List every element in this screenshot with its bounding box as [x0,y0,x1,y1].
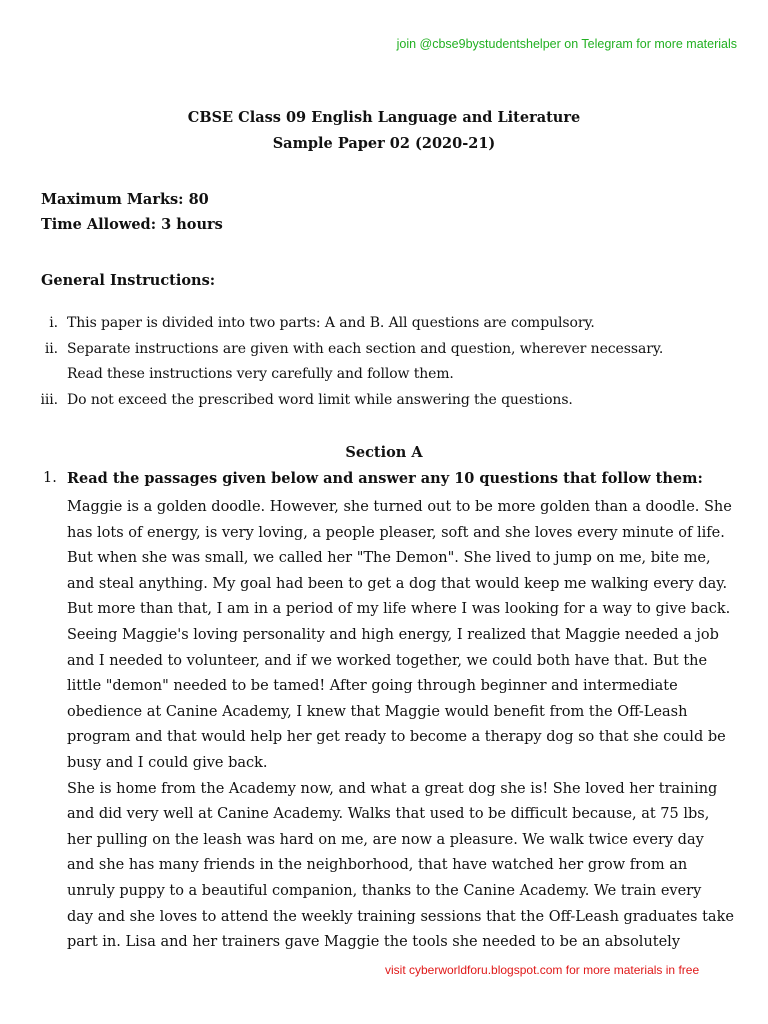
passage-line: and she has many friends in the neighborhood, that have watched her grow from an [67,857,688,874]
question-number: 1. [43,470,57,486]
passage-line: her pulling on the leash was hard on me, are now a pleasure. We walk twice every day [67,831,704,848]
passage-line: unruly puppy to a beautiful companion, thanks to the Canine Academy. We train every [67,882,702,899]
instruction-text: Do not exceed the prescribed word limit while answering the questions. [67,391,573,408]
instruction-number: iii. [40,391,58,408]
passage-line: and steal anything. My goal had been to get a dog that would keep me walking every day. [67,575,728,592]
passage-line: part in. Lisa and her trainers gave Maggie the tools she needed to be an absolutely [67,934,681,951]
passage-line: has lots of energy, is very loving, a people pleaser, soft and she loves every minute of life. [67,524,725,541]
passage-line: But when she was small, we called her "The Demon". She lived to jump on me, bite me, [67,550,711,567]
passage-line: But more than that, I am in a period of my life where I was looking for a way to give back. [67,601,731,618]
passage-line: busy and I could give back. [67,754,268,771]
general-instructions-heading: General Instructions: [41,272,216,289]
instruction-item [0,388,768,414]
passage-line: Seeing Maggie's loving personality and high energy, I realized that Maggie needed a job [67,626,719,643]
instruction-item-continued [0,362,768,388]
instruction-text: Separate instructions are given with each section and question, wherever necessary. [67,340,664,357]
instruction-number: i. [49,315,58,331]
maximum-marks: Maximum Marks: 80 [41,191,209,208]
passage-line: She is home from the Academy now, and what a great dog she is! She loved her training [67,780,718,797]
question-heading: Read the passages given below and answer any 10 questions that follow them: [67,470,703,487]
reading-passage [67,495,757,956]
paper-title: CBSE Class 09 English Language and Literature [187,109,581,126]
passage-line: program and that would help her get ready to become a therapy dog so that she could be [67,729,726,746]
paper-subtitle: Sample Paper 02 (2020-21) [272,135,496,152]
instruction-text: This paper is divided into two parts: A and B. All questions are compulsory. [67,315,595,331]
instruction-text: Read these instructions very carefully and follow them. [67,366,454,382]
instruction-number: ii. [44,340,58,357]
passage-line: little "demon" needed to be tamed! After going through beginner and intermediate [67,678,678,695]
instruction-item [0,337,768,363]
time-allowed: Time Allowed: 3 hours [41,216,223,233]
passage-line: and I needed to volunteer, and if we worked together, we could both have that. But the [67,652,708,669]
instruction-item [0,311,768,337]
blog-promo-note: visit cyberworldforu.blogspot.com for more materials in free [385,963,700,977]
passage-line: Maggie is a golden doodle. However, she turned out to be more golden than a doodle. She [67,499,732,515]
passage-line: and did very well at Canine Academy. Walks that used to be difficult because, at 75 lbs, [67,806,710,823]
instructions-list [0,311,768,413]
telegram-promo-note: join @cbse9bystudentshelper on Telegram for more materials [396,37,737,51]
passage-line: day and she loves to attend the weekly training sessions that the Off-Leash graduates take [67,908,734,925]
passage-line: obedience at Canine Academy, I knew that Maggie would benefit from the Off-Leash [67,703,688,720]
section-a-title: Section A [345,444,423,461]
